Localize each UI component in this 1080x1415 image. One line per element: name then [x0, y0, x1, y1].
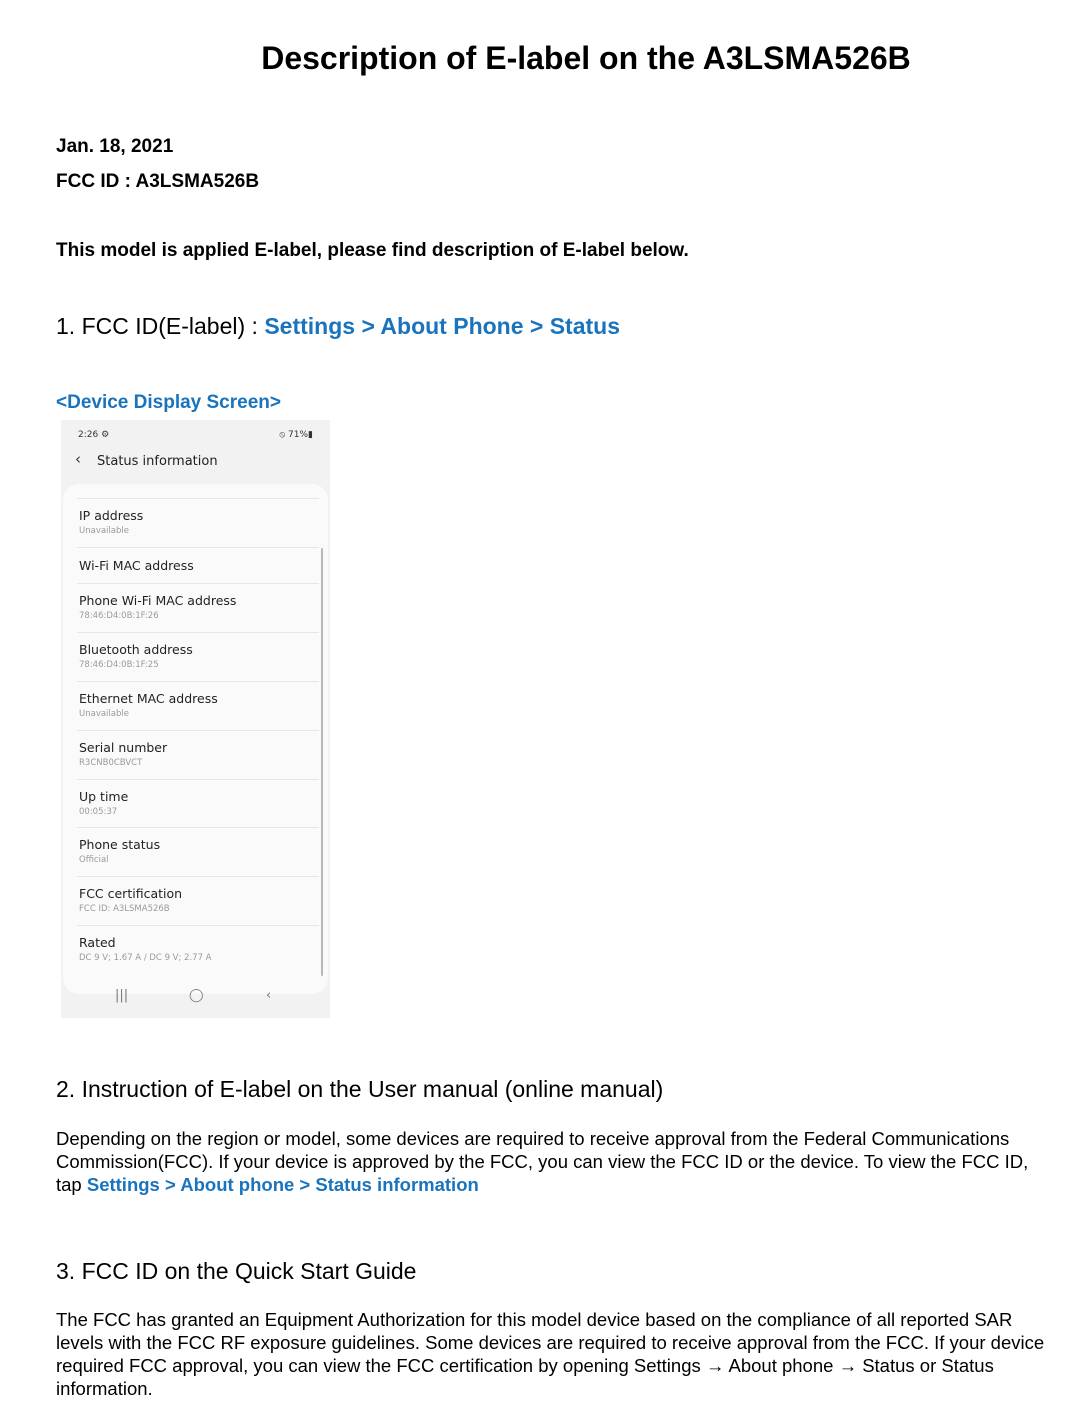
divider — [77, 583, 319, 584]
list-item: Up time 00:05:37 — [79, 789, 129, 817]
list-item: IP address Unavailable — [79, 508, 144, 536]
section3-heading: 3. FCC ID on the Quick Start Guide — [56, 1258, 417, 1284]
phone-scrollbar — [321, 548, 323, 976]
recent-apps-icon: ||| — [115, 988, 129, 1003]
device-screenshot — [61, 420, 330, 1018]
back-arrow-icon: ‹ — [75, 450, 81, 468]
list-item: Bluetooth address 78:46:D4:0B:1F:25 — [79, 642, 193, 670]
divider — [77, 498, 319, 499]
document-title: Description of E-label on the A3LSMA526B — [261, 40, 911, 76]
device-display-caption: <Device Display Screen> — [56, 392, 281, 413]
phone-nav-bar — [61, 978, 330, 1018]
list-item: FCC certification FCC ID: A3LSMA526B — [79, 886, 183, 914]
divider — [77, 779, 319, 780]
divider — [77, 632, 319, 633]
section3-body: The FCC has granted an Equipment Authorization for this model device based on the compliance of all reported SAR levels with the FCC RF exposure guidelines. Some devices are required to receive approval from the FCC. If your device required FCC approval, you can view the FCC certification by opening Settings → About phone → Status or Status information. — [56, 1309, 1045, 1399]
intro-text: This model is applied E-label, please find description of E-label below. — [56, 240, 689, 261]
list-item: Ethernet MAC address Unavailable — [79, 691, 218, 719]
divider — [77, 827, 319, 828]
document-date: Jan. 18, 2021 — [56, 136, 174, 157]
section2-body — [56, 1127, 1056, 1196]
list-item: Wi-Fi MAC address — [79, 558, 194, 573]
section2-settings-path: Settings > About phone > Status information — [86, 1174, 479, 1195]
divider — [77, 730, 319, 731]
list-item: Phone status Official — [79, 837, 161, 865]
status-list-card — [63, 484, 328, 994]
section1-settings-path: Settings > About Phone > Status — [264, 313, 621, 339]
phone-screen-title: Status information — [97, 454, 218, 469]
section2-text: Depending on the region or model, some devices are required to receive approval from the Federal Communications Commission(FCC). If your device is approved by the FCC, you can view the FCC ID or the device. To view the FCC ID, tap — [56, 1128, 1029, 1195]
fcc-id-line: FCC ID : A3LSMA526B — [56, 171, 260, 192]
divider — [77, 547, 319, 548]
list-item: Rated DC 9 V; 1.67 A / DC 9 V; 2.77 A — [79, 935, 212, 963]
divider — [77, 681, 319, 682]
list-item: Serial number R3CNB0CBVCT — [79, 740, 168, 768]
home-icon: ◯ — [189, 988, 204, 1003]
section1-heading — [56, 313, 620, 340]
divider — [77, 876, 319, 877]
section1-prefix: 1. FCC ID(E-label) : — [56, 313, 265, 339]
list-item: Phone Wi-Fi MAC address 78:46:D4:0B:1F:26 — [79, 593, 237, 621]
phone-status-bar-left — [78, 430, 109, 440]
section2-heading: 2. Instruction of E-label on the User manual (online manual) — [56, 1076, 664, 1102]
nav-back-icon: ‹ — [266, 988, 272, 1003]
divider — [77, 925, 319, 926]
gear-icon: ⚙ — [101, 430, 110, 440]
phone-clock: 2:26 — [78, 430, 99, 440]
phone-status-bar-right: ⦸ 71%▮ — [279, 430, 313, 440]
